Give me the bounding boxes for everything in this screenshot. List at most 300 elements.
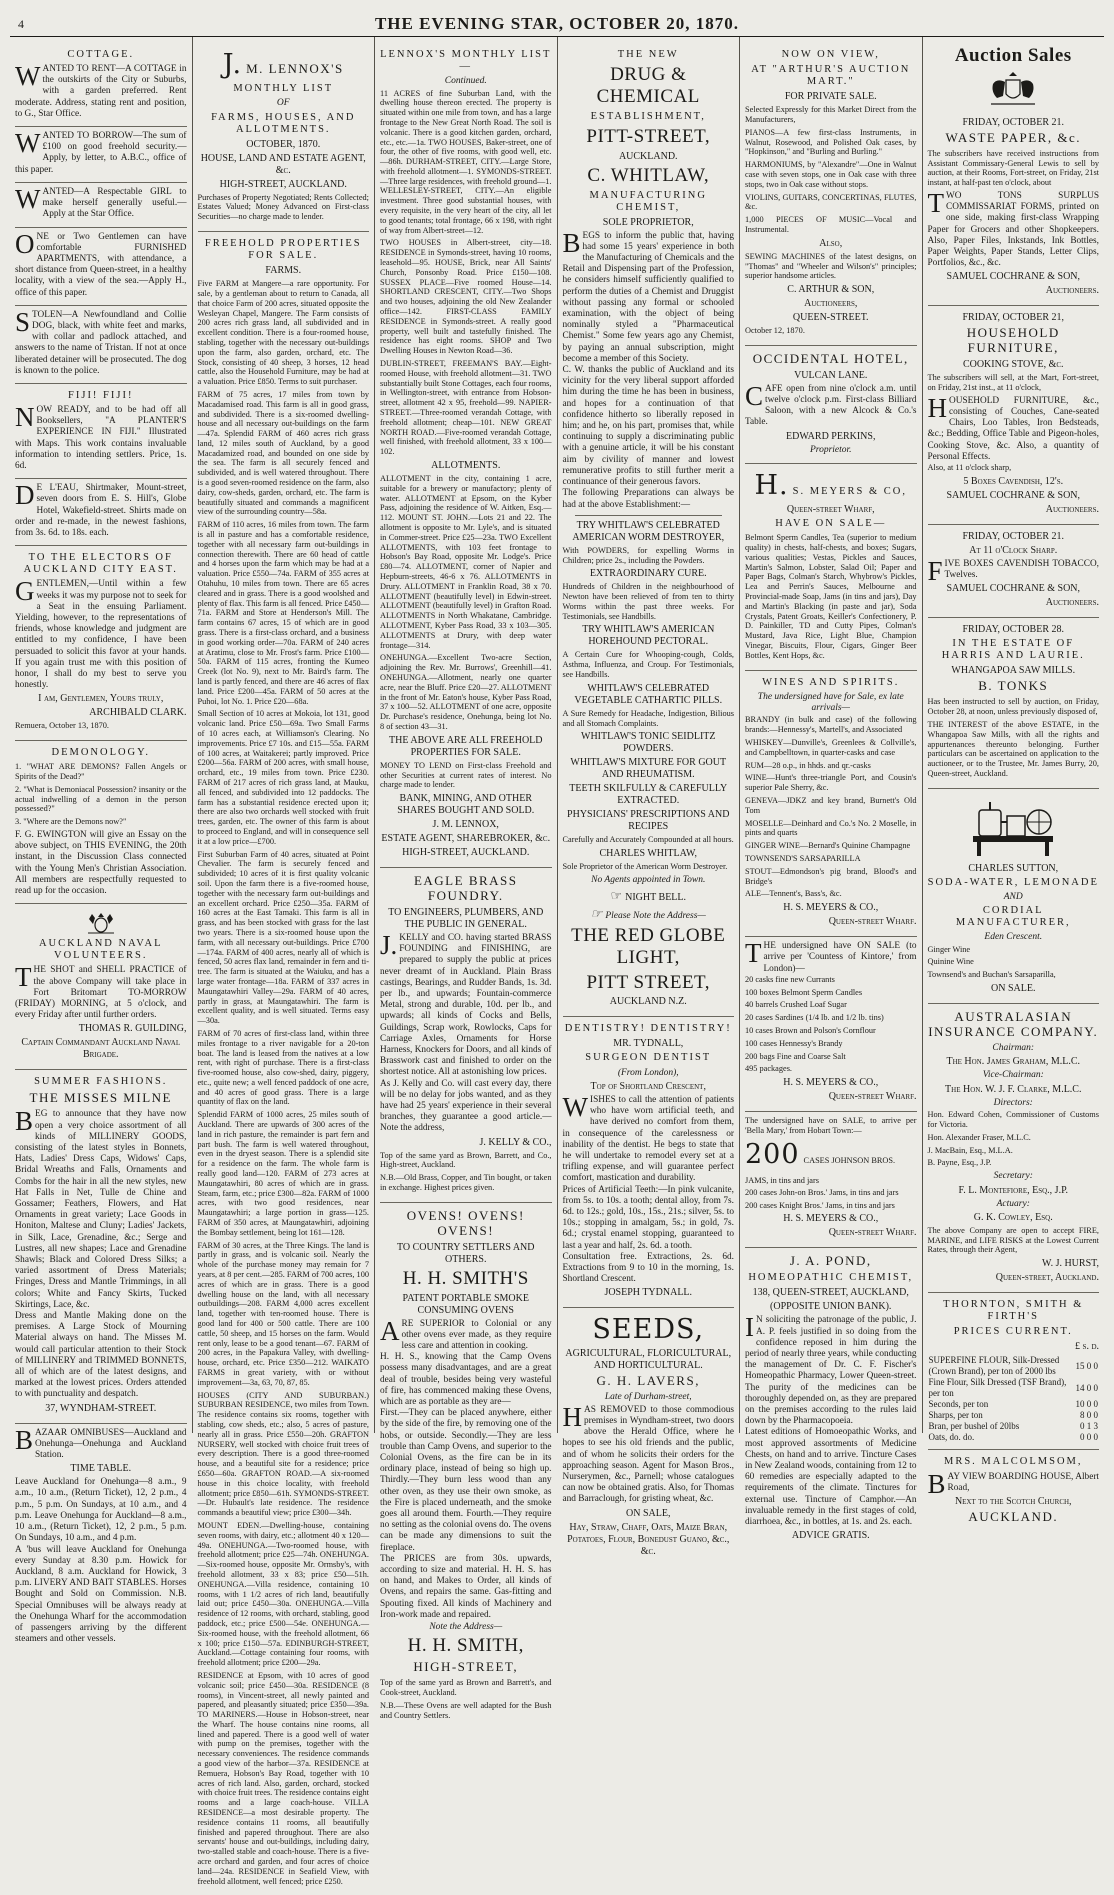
ad-meyers-on-sale — [745, 464, 917, 670]
ad-summer-fashions — [15, 1070, 187, 1423]
ad-item: STOUT—Edmondson's pig brand, Blood's and Bridge's — [745, 866, 917, 886]
ad-role: ESTATE AGENT, SHAREBROKER, &c. — [381, 833, 551, 845]
ad-signature: THOMAS R. GUILDING, — [78, 1023, 187, 1035]
ad-heading: FARMS, HOUSES, AND ALLOTMENTS. — [211, 111, 356, 135]
ad-heading: WINES AND SPIRITS. — [762, 676, 900, 688]
product-text: A Sure Remedy for Headache, Indigestion, Bilious and all Stomach Complaints. — [562, 708, 734, 728]
ad-text: Dress and Mantle Making done on the premises. A Large Stock of Mourning Material always on hand. The Misses M. would call particular attention to their Stock of MILLINERY and TRIMMED BONNETS, all of which are of the latest designs, and marked at the lowest prices. Orders attended to with punctuality and despatch. — [15, 1311, 187, 1400]
ad-text: F. G. EWINGTON will give an Essay on the above subject, on THIS EVENING, the 20th instant, in the Discussion Class connected with the Young Men's Christian Association. All members are respectfully requested to read up for the occasion. — [15, 830, 187, 897]
ad-text: DUBLIN-STREET, FREEMAN'S BAY.—Eight-roomed House, with freehold allotment—31. TWO substantially built Stone Cottages, each four rooms, in Wellington-street, with entrance from Hobson-street, allotment 42 x 95, freehold—99. NAPIER-STREET.—Three-roomed verandah Cottage, with freehold allotment; cheap—101. NEW GREAT NORTH ROAD.—Five-roomed verandah Cottage, well finished, with freehold allotment, 33 x 100—102. — [380, 359, 552, 457]
ad-signature: SAMUEL COCHRANE & SON, — [946, 489, 1081, 501]
ad-item: 200 cases Knight Bros.' Jams, in tins and jars — [745, 1200, 895, 1210]
ad-from: (From London), — [617, 1067, 679, 1078]
product-text: Hundreds of Children in the neighbourhood of Newton have been relieved of from ten to thirty Worms within the past three weeks. For Testimonials, see Handbills. — [562, 582, 734, 621]
ad-time: At 11 o'Clock Sharp. — [969, 544, 1058, 556]
ad-name: C. WHITLAW, — [587, 164, 710, 186]
ad-text: FIVE BOXES CAVENDISH TOBACCO, Twelves. — [927, 555, 1099, 586]
ad-text: MONEY TO LEND on First-class Freehold and other Securities at current rates of interest. No charge made to lender. — [380, 760, 552, 790]
ad-heading: OVENS! OVENS! OVENS! — [406, 1207, 525, 1238]
ad-name: MR. TYDNALL, — [613, 1038, 684, 1050]
ad-text: The subscribers have received instructions from Assistant Commissary-General Lewis to sell by auction, at their Rooms, Fort-street, on Friday, 21st instant, at half-past ten o'clock, about — [927, 148, 1099, 188]
ad-dentistry — [563, 1017, 735, 1308]
ad-text: HOUSES (CITY AND SUBURBAN.) SUBURBAN RESIDENCE, two miles from Town. The residence contains six rooms, together with stabling, cow sheds, etc.; also, 5 acres of pasture, nearly all in grass. Price £550—20h. GRAFTON NURSERY, well stocked with choice fruit trees of every description. There is a good three-roomed house, and a beautiful site for a residence; price £650—60a. GRAFTON ROAD.—A six-roomed house in this choice locality, with freehold allotment; price £850—61h. SYMONDS-STREET.—Dr. Hubault's late residence. The residence commands a beautiful view; price £300—34h. — [197, 1390, 369, 1518]
soda-machine-illustration — [967, 796, 1059, 860]
ad-name: M. LENNOX'S — [246, 61, 344, 76]
ad-text: Prices of Artificial Teeth:—In pink vulcanite, from 5s. to 10s. a tooth; dental alloy, from 7s. 6d. to 12s.; gold, 10s., 15s., 21s.; silver, 5s. to 10s.; stopping in amalgam, 5s.; in gold, 7s. 6d.; crystal enamel stopping, guaranteed to last a year and half, 2s. 6d. a tooth. — [562, 1184, 734, 1251]
ad-night-bell — [563, 888, 735, 904]
ad-value: F. L. Montefiore, Esq., J.P. — [958, 1184, 1069, 1196]
ad-item: Quinine Wine — [927, 957, 974, 967]
ad-subheading: WHANGAPOA SAW MILLS. — [951, 665, 1076, 677]
ad-note: N.B.—These Ovens are well adapted for the Bush and Country Settlers. — [380, 1700, 552, 1720]
ad-item: Townsend's and Buchan's Sarsaparilla, — [927, 970, 1056, 980]
ad-text: BEGS to inform the public that, having had some 15 years' experience in both the Manufacturing of Chemicals and the Retail and Dispensing part of the Profession, he considers himself sufficiently qualified to perform the duties of a Chemist and Druggist without passing any formal or schooled examination, with the object of being nominally styled a "Pharmaceutical Chemist." Some few years ago any Chemist, by paying an annual subscription, might become a member of this Society. — [562, 227, 734, 364]
ad-text: ONE or Two Gentlemen can have comfortable FURNISHED APARTMENTS, with attendance, a short distance from Queen-street, in a healthy locality, with a view of the sea.—Apply H., office of this paper. — [15, 228, 187, 298]
ad-item: SEWING MACHINES of the latest designs, on "Thomas" and "Wheeler and Wilson's" principles; superior handsome articles. — [745, 251, 917, 281]
price-amount: 0 0 0 — [1080, 1432, 1098, 1443]
ad-text: IN soliciting the patronage of the public, J. A. P. feels justified in so doing from the confidence reposed in him during the period of nearly three years, while conducting the management of Dr. C. F. Fischer's Homeopathic Pharmacy, Lower Queen-street. The purity of the medicines can be thoroughly depended on, as they are prepared on the premises according to the rules laid down by the Pharmacopoeia. — [745, 1312, 917, 1427]
ad-heading: HOUSEHOLD FURNITURE, — [966, 325, 1060, 356]
price-row — [928, 1421, 1100, 1432]
ad-address-street: HIGH-STREET, — [413, 1659, 519, 1675]
ad-stolen-dog — [15, 306, 187, 384]
ad-item: RUM—28 o.p., in hhds. and qr.-casks — [745, 760, 871, 770]
product-heading: WHITLAW'S CELEBRATED VEGETABLE CATHARTIC PILLS. — [574, 682, 723, 706]
ad-address: 37, WYNDHAM-STREET. — [45, 1402, 157, 1414]
price-row — [928, 1377, 1100, 1399]
ad-text: Small Section of 10 acres at Mokoia, lot 131, good volcanic land. Price £50—69a. Two Small Farms of 10 acres each, at Williamson's Clearing. No improvements. Price £7 10s. and £15—55a. FARM of 100 acres, at Waitakerei; partly improved. Price £200—56a. FARM of 200 acres, with small house, orchard, etc., 19 miles from town. Price £230. FARM of 217 acres of rich grass land, at Mauku, all fenced, and subdivided into 12 paddocks. The farm has a substantial residence erected upon it; there are also two orchards well stocked with fruit trees, garden, etc. The owner of this farm is about to proceed to England, and will in consequence sell it at a low price—£700. — [197, 709, 369, 846]
ad-heading: OCCIDENTAL HOTEL, — [752, 350, 909, 366]
ad-big-number-row — [745, 1139, 917, 1188]
price-item: SUPERFINE FLOUR, Silk-Dressed (Crown Brand), per ton of 2000 lbs — [928, 1355, 1060, 1377]
price-column-header: £ s. d. — [1075, 1341, 1099, 1353]
ad-item: 20 cases Sardines (1/4 lb. and 1/2 lb. tins) — [745, 1013, 884, 1023]
ad-street: QUEEN-STREET. — [792, 312, 869, 324]
ad-text: NOW READY, and to be had off all Booksellers, "A PLANTER'S EXPERIENCE IN FIJI." Illustrated with Maps. This work contains invaluable information to intending settlers. Price, 1s. 6d. — [15, 402, 187, 472]
ad-intro: The undersigned have for Sale, ex late arrivals— — [757, 691, 904, 713]
ad-question: 2. "What is Demoniacal Possession? insanity or the actual indwelling of a demon in the person possessed?" — [15, 784, 187, 814]
ad-heading: THE NEW — [617, 49, 679, 60]
price-row — [928, 1355, 1100, 1377]
ad-text: A 'bus will leave Auckland for Onehunga every Sunday at 8.30 p.m. Howick for Auckland, 8 a.m. Auckland for Howick, 3 p.m. LIVERY AND BAIT STABLES. Horses Bought and Sold on Commission. N.B. Special Omnibuses will be always ready at the Onehunga Wharf for the accommodation of passengers arriving by the different steamers and other vessels. — [15, 1544, 187, 1645]
price-row — [928, 1432, 1100, 1443]
ad-of: OF — [276, 98, 290, 109]
ad-text: BAY VIEW BOARDING HOUSE, Albert Road, — [927, 1468, 1099, 1499]
ad-heading: SODA-WATER, LEMONADE — [927, 876, 1099, 888]
ad-item: MOSELLE—Deinhard and Co.'s No. 2 Moselle, in pints and quarts — [745, 818, 917, 838]
ad-subheading: TO ENGINEERS, PLUMBERS, AND THE PUBLIC IN GENERAL. — [388, 906, 544, 930]
ad-date: October 12, 1870. — [745, 326, 805, 336]
pointing-hand-icon: ☞ — [610, 888, 623, 904]
ad-item: 200 cases John-on Bros.' Jams, in tins and jars — [745, 1187, 899, 1197]
ad-text: 11 ACRES of fine Suburban Land, with the dwelling house thereon erected. The property is situated within one mile from town, and has a large frontage to the New Great North Road. The soil is volcanic. There is a good kitchen garden, orchard, etc., etc.—1a. TWO HOUSES, Baker-street, one of four, the other of five rooms, with good well, etc.—86h. DURHAM-STREET, CITY.—Large Store, with freehold allotment—1. SYMONDS-STREET.—Three large residences, with freehold ground—1. WELLESLEY-STREET, CITY.—An eligible investment. Three good substantial houses, with every requisite, in the very heart of the city, all let to good tenants; total frontage, 66 x 198, with right of way from Albert-street—12. — [380, 88, 552, 235]
column-3 — [374, 37, 557, 1720]
ad-text: FARM of 75 acres, 17 miles from town by Macadamised road. This farm is all in good grass, and subdivided. There is a six-roomed dwelling-house and all necessary out-buildings on the farm—47a. Splendid FARM of 460 acres rich grass land, 12 miles south of Auckland, by a good Macadamized road, and bounded on one side by the sea. The farm is all securely fenced and subdivided, and is well watered throughout. There is a good seven-roomed residence on the farm, also dairy, cow-sheds, garden, orchard, etc. The farm is beautifully situated and commands a magnificent view of the surrounding country—58a. — [197, 389, 369, 517]
ad-address-name: H. H. SMITH, — [407, 1635, 524, 1657]
ad-text: FARM of 110 acres, 16 miles from town. The farm is all in pasture and has a comfortable residence, together with all necessary farm out-buildings in connection therewith. There are 60 head of cattle and 4 horses upon the farm which may be had at a valuation. Price £550—74a. FARM of 355 acres at Otahuhu, 10 miles from town. There are 65 acres cleared and in grass. There is a good woolshed and plenty of flax. This farm is all fenced. Price £450—71a. FARM and Store at Henderson's Mill. The farm contains 67 acres, 15 of which are in good grass. There is a first-class orchard, and a business in good working order—70a. FARM of 240 acres at Aratimu, close to Mr. Frost's farm. Price £100—50a. FARM of 115 acres, fronting the Kumeo Creek (lot No. 9), next to Mr. Baird's farm. The land is partly fenced, and there are 46 acres of flax land. Price £200—45a. FARM of 50 acres at the Puhoi, lot No. 1. Price £20—68a. — [197, 520, 369, 706]
ad-signature: H. S. MEYERS & CO., — [783, 1077, 879, 1089]
ad-eagle-brass-foundry — [380, 868, 552, 1203]
ad-initial: J. — [222, 49, 243, 80]
divider — [575, 515, 723, 516]
ad-signature-role: Sole Proprietor of the American Worm Destroyer. — [562, 862, 728, 872]
product-heading: TEETH SKILFULLY & CAREFULLY EXTRACTED. — [569, 783, 728, 807]
ad-item: PIANOS—A few first-class Instruments, in Walnut, Rosewood, and Polished Oak cases, by "Hopkinson," and "Burling and Burling." — [745, 127, 917, 157]
ad-signature: SAMUEL COCHRANE & SON, — [946, 271, 1081, 283]
ad-name: H. H. SMITH'S — [402, 1267, 529, 1289]
ad-wines-spirits — [745, 671, 917, 938]
ad-lennox-continued — [380, 43, 552, 868]
ad-date: FRIDAY, OCTOBER 21, — [962, 312, 1064, 324]
ad-heading: IN THE ESTATE OF HARRIS AND LAURIE. — [941, 638, 1085, 662]
ad-subheading: AT "ARTHUR'S AUCTION MART." — [751, 64, 911, 88]
product-heading: WHITLAW'S TONIC SEIDLITZ POWDERS. — [581, 731, 716, 755]
ad-text: GENTLEMEN,—Until within a few weeks it was my purpose not to seek for a Seat in the ensuing Parliament. Yielding, however, to the representations of friends, whose knowledge and judgment are entitled to my confidence, I have been persuaded to solicit this favor at your hands. If you again trust me with this position of honor, I shall do my best to serve you honestly. — [15, 576, 187, 691]
ad-text: WANTED TO BORROW—The sum of £100 on good freehold security.—Apply, by letter, to A.B.C., office of this paper. — [15, 128, 187, 175]
ad-role: Proprietor. — [809, 444, 852, 455]
ad-text: TWO HOUSES in Albert-street, city—18. RESIDENCE in Symonds-street, having 10 rooms, leasehold—95. HOUSE, Brick, near All Saints' Church, Ponsonby Road. Price £150—108. SUSSEX PLACE—Five roomed House—14. SHORTLAND CRESCENT, CITY.—Two Shops and two houses, adjoining the old New Zealander office—142. FIRST-CLASS FAMILY RESIDENCE in Symonds-street. A really good property, well built and tastefully finished. The residence has eight rooms. SHOP and Two Dwelling Houses in Newton Road—36. — [380, 238, 552, 356]
ad-table-heading: TIME TABLE. — [70, 1463, 132, 1475]
ad-item: WINE—Hunt's three-triangle Port, and Cousin's superior Pale Sherry, &c. — [745, 773, 917, 793]
ad-item: TOWNSEND'S SARSAPARILLA — [745, 853, 861, 863]
ad-girl — [15, 183, 187, 228]
ad-heading: DENTISTRY! DENTISTRY! — [564, 1023, 732, 1035]
ad-value: The Hon. James Graham, M.L.C. — [946, 1056, 1081, 1068]
ad-address: Queen-street, Auckland. — [995, 1272, 1099, 1284]
ad-subheading: TO COUNTRY SETTLERS AND OTHERS. — [396, 1241, 535, 1265]
ad-signature: J. M. LENNOX, — [432, 819, 499, 831]
ad-borrow — [15, 127, 187, 183]
ad-sale-type: FOR PRIVATE SALE. — [784, 91, 877, 103]
ad-apartments — [15, 228, 187, 306]
ad-heading: EAGLE BRASS FOUNDRY. — [413, 873, 518, 904]
ad-address-label: Note the Address— — [429, 1622, 503, 1633]
ad-item: 495 packages. — [745, 1064, 792, 1074]
ad-red-globe: THE RED GLOBE LIGHT, — [571, 924, 726, 968]
ad-and: AND — [1003, 891, 1023, 902]
ad-text: BEG to announce that they have now open a very choice assortment of all kinds of MILLINERY GOODS, consisting of the latest styles in Bonnets, Hats, Ladies' Dress Caps, Widows' Caps, Bridal Wreaths and Falls, Ornaments and Combs for the hair in all the new styles, new Hat Falls in Net, Tulle de Chine and Gossamer; Feathers, Flowers, and Hat Ornaments in great variety; Lace Goods in Honiton, Maltese and Cluny; Ladies' Jackets, in Silk, Lace, Grenadine, &c.; Serge and Lustres, all new shapes; Lace and Grenadine Shawls; Black and Colored Dress Silks; a varied assortment of Dress Materials; Fringes, Dress and Mantle Trimmings, in all colors; White and Fancy Skirts, Tucked Skirtings, Lace, &c. — [15, 1106, 187, 1310]
ad-street: PITT-STREET, — [586, 125, 711, 147]
ad-waste-paper — [928, 111, 1100, 307]
ad-malcolmsom — [928, 1450, 1100, 1533]
ad-big-number: 200 — [745, 1138, 800, 1170]
ad-continued: Continued. — [444, 76, 487, 87]
ad-label: Secretary: — [993, 1171, 1033, 1182]
product-text: With POWDERS, for expelling Worms in Children; price 2s., including the Powders. — [562, 545, 734, 565]
ad-address: Top of Shortland Crescent, — [590, 1080, 706, 1092]
ad-text: ALLOTMENT in the city, containing 1 acre, suitable for a brewery or manufactory; plenty of water. ALLOTMENT at Epsom, on the Kyber Pass, adjoining the residence of W. Aitken, Esq.—112. MOUNT ST. JOHN.—Lots 21 and 22. The allotment is opposite to Mr. Lyle's, and is situated in Commer-street. Price £25—23a. TWO Excellent ALLOTMENTS, with 103 feet frontage to Hobson's Bay Road, opposite Mr. Lodge's. Price £80—74. ALLOTMENT, corner of Napier and Hepburn-streets, 46-6 x 76. ALLOTMENTS in Drury. ALLOTMENT in Franklin Road, 38 x 70. ALLOTMENT (beautifully level) in Edwin-street. ALLOTMENT (beautifully level) in Grafton Road. ALLOTMENTS in North Whakatane, Cambridge. ALLOTMENT, Kyber Pass Road, 33 x 103—305. ALLOTMENTS at Drury, with deep water frontage—314. — [380, 474, 552, 650]
ad-items: Hay, Straw, Chaff, Oats, Maize Bran, Potatoes, Flour, Bonedust Guano, &c., &c. — [567, 1521, 730, 1557]
ad-subheading: Next to the Scotch Church, — [954, 1495, 1072, 1507]
ad-heading: TO THE ELECTORS OF AUCKLAND CITY EAST. — [23, 552, 178, 576]
ad-heading: COTTAGE. — [67, 49, 135, 60]
ad-item: BRANDY (in bulk and case) of the following brands:—Hennessy's, Martell's, and Associated — [745, 715, 917, 735]
ad-freehold-properties — [198, 232, 370, 1895]
ad-city: AUCKLAND. — [968, 1508, 1059, 1524]
ad-heading: SUMMER FASHIONS. — [34, 1076, 168, 1088]
ad-harris-laurie — [928, 618, 1100, 788]
ad-title: PATENT PORTABLE SMOKE CONSUMING OVENS — [402, 1292, 529, 1316]
page-number: 4 — [18, 17, 25, 31]
ad-item: WHISKEY—Dunville's, Greenlees & Collville's, and Campbelltown, in quarter-casks and case — [745, 737, 917, 757]
ad-heading: WASTE PAPER, &c. — [945, 129, 1081, 145]
ad-subheading: HAVE ON SALE— — [775, 518, 887, 530]
ad-item: HARMONIUMS, by "Alexandre"—One in Walnut case with seven stops, one in Oak case with three stops, two in Oak case without stops. — [745, 160, 917, 189]
ad-item: Ginger Wine — [927, 944, 971, 954]
ad-role: Auctioneers. — [1045, 597, 1099, 609]
ad-intro: Selected Expressly for this Market Direct from the Manufacturers, — [745, 105, 917, 124]
ad-label: Chairman: — [992, 1042, 1035, 1053]
product-heading: TRY WHITLAW'S AMERICAN HOREHOUND PECTORAL. — [582, 624, 715, 648]
ad-text: Has been instructed to sell by auction, on Friday, October 28, at noon, unless previously disposed of, — [927, 697, 1099, 717]
ad-address: Top of the same yard as Brown and Barrett's, and Cook-street, Auckland. — [380, 1678, 552, 1697]
ad-text: BAZAAR OMNIBUSES—Auckland and Onehunga—Onehunga and Auckland Station. — [15, 1424, 187, 1461]
ad-heading: LENNOX'S MONTHLY LIST— — [380, 49, 552, 73]
ad-tobacco — [928, 525, 1100, 618]
masthead — [10, 14, 1104, 37]
ad-on-sale: ON SALE. — [991, 983, 1036, 995]
ad-name: G. H. LAVERS, — [596, 1373, 700, 1389]
ad-value: Hon. Alexander Fraser, M.L.C. — [927, 1132, 1031, 1142]
ad-item: ALE—Tennent's, Bass's, &c. — [745, 889, 842, 899]
ad-text: The undersigned have on SALE, to arrive per 'Bella Mary,' from Hobart Town:— — [745, 1116, 917, 1135]
ad-text: The PRICES are from 30s. upwards, according to size and material. H. H. S. has on hand, and Makes to Order, all kinds of Ovens, and repairs the same. Gas-fitting and Spouting fixed. All kinds of Machinery and Iron-work made and repaired. — [380, 1553, 552, 1620]
ad-times: Leave Auckland for Onehunga—8 a.m., 9 a.m., 10 a.m., (Return Ticket), 12, 2 p.m., 4 p.m., 5 p.m. On Sundays, at 10 a.m., and 4 p.m. Leave Onehunga for Auckland—8 a.m., 10 a.m., (Return Ticket), 12, 2 p.m., 5 p.m. On Sundays, 10 a.m., and 4 p.m. — [15, 1477, 187, 1544]
product-heading: PHYSICIANS' PRESCRIPTIONS AND RECIPES — [567, 809, 730, 833]
ad-date: OCTOBER, 1870. — [246, 138, 321, 150]
price-row — [928, 1399, 1100, 1410]
ad-question: 1. "WHAT ARE DEMONS? Fallen Angels or Spirits of the Dead?" — [15, 762, 187, 782]
night-bell-label: NIGHT BELL. — [625, 892, 687, 904]
product-text: Carefully and Accurately Compounded at all hours. — [562, 835, 734, 845]
ad-name: CHARLES SUTTON, — [968, 862, 1059, 874]
ad-address: Top of the same yard as Brown, Barrett, and Co., High-street, Auckland. — [380, 1150, 552, 1170]
ad-bella-mary — [745, 1112, 917, 1248]
royal-arms-icon — [983, 70, 1043, 108]
section-heading: Auction Sales — [954, 45, 1072, 66]
ad-heading: FREEHOLD PROPERTIES FOR SALE. — [204, 238, 362, 262]
ad-text: THE SHOT and SHELL PRACTICE of the above Company will take place in Fort Britomart TO-MORROW (FRIDAY) MORNING, at 5 o'clock, and every Friday after until further orders. — [15, 962, 187, 1021]
ad-subheading: COOKING STOVE, &c. — [962, 359, 1064, 371]
ad-item: 100 boxes Belmont Sperm Candles — [745, 987, 863, 997]
ad-text: Consultation free. Extractions, 2s. 6d. Extractions from 9 to 10 in the morning, 1s. Shortland Crescent. — [562, 1251, 734, 1285]
ad-text: As J. Kelly and Co. will cast every day, there will be no delay for jobs wanted, and as they have had 25 years' experience in their several branches, they guarantee a good article.—Note the address, — [380, 1078, 552, 1134]
ad-text: The above Company are open to accept FIRE, MARINE, and LIFE RISKS at the Lowest Current Rates, through their Agent, — [927, 1225, 1099, 1255]
ad-value: G. K. Cowley, Esq. — [973, 1211, 1053, 1223]
ad-item: GINGER WINE—Bernard's Quinine Champagne — [745, 841, 911, 851]
ad-text: Also, at 11 o'clock sharp, — [927, 463, 1012, 473]
ad-pond-homeopathic — [745, 1248, 917, 1550]
ad-text: First.—They can be placed anywhere, either by the side of the fire, by removing one of the hobs, or outside. Secondly.—They are less trouble than Camp Ovens, and superior to the Colonial Ovens, as the fire can be in its ordinary place, instead of being so high up. Thirdly.—They burn less wood than any other oven, as they use their own smoke, as the Fire is placed underneath, and the smoke goes all around them. Fourth.—They require no setting as the colonial ovens do. The ovens can be made any dimensions to suit the fireplace. — [380, 1408, 552, 1553]
ad-lennox-list — [198, 43, 370, 232]
ad-text: HAS REMOVED to those commodious premises in Wyndham-street, two doors above the Herald Office, where he hopes to see his old friends and the public, and of whom he solicits their orders for the approaching season. Agent for Mason Bros., Nurserymen, &c., Parnell; whose catalogues can now be obtained gratis. Also, for Thomas and Barraclough, for gristing wheat, &c. — [562, 1401, 734, 1505]
ad-value: B. Payne, Esq., J.P. — [927, 1158, 992, 1168]
ad-address: Queen-street Wharf. — [828, 1091, 917, 1103]
ad-text: First Suburban Farm of 40 acres, situated at Point Chevalier. The farm is securely fenced and subdivided; 10 acres of it is first quality volcanic soil. Upon the farm there is a five-roomed house, together with the necessary farm out-buildings and an excellent orchard. Price £250—35a. FARM of 160 acres at the East Tamaki. This farm is all in grass, and has been stocked with grass for the last two years. There is a six-roomed house upon the farm, with all necessary out-buildings. Price £700—174a. FARM of 400 acres, nearly all of which is fenced, 50 acres flax land, remainder in fern and ti-tree. The farm is situated at the Waiuku, and has a large water frontage—18a. FARM of 337 acres in Maungatawhiri Valley—29a. FARM of 40 acres, partly in grass, at Maungatawhiri. The farm is excellent quality, and is well situated. Terms easy—30a. — [197, 849, 369, 1026]
price-rows — [928, 1355, 1100, 1443]
ad-item: 5 Boxes Cavendish, 12's. — [963, 475, 1064, 487]
ad-naval-volunteers — [15, 904, 187, 1070]
price-row — [928, 1410, 1100, 1421]
ad-title: DRUG & CHEMICAL — [596, 64, 700, 107]
masthead-title: THE EVENING STAR, OCTOBER 20, 1870. — [374, 14, 740, 33]
ad-label: Vice-Chairman: — [982, 1070, 1044, 1081]
ad-text: The subscribers will sell, at the Mart, Fort-street, on Friday, 21st inst., at 11 o'clock, — [927, 373, 1099, 393]
ad-item: GENEVA—JDKZ and key brand, Burnett's Old Tom — [745, 795, 917, 815]
pointing-hand-icon: ☞ — [590, 906, 603, 922]
price-item: Sharps, per ton — [928, 1410, 983, 1421]
ad-advice: ADVICE GRATIS. — [791, 1530, 870, 1542]
ad-signature-title: Captain Commandant Auckland Naval Brigade. — [21, 1037, 181, 1061]
ad-text: H. H. S., knowing that the Camp Ovens possess many disadvantages, and are a great deal of trouble, besides being very wasteful of fire, has commenced making these Ovens, which are as portable as they are— — [380, 1352, 552, 1407]
product-text: A Certain Cure for Whooping-cough, Colds, Asthma, Influenza, and Croup. For Testimonials, see Handbills. — [562, 650, 734, 680]
ad-value: The Hon. W. J. F. Clarke, M.L.C. — [945, 1083, 1082, 1095]
ad-item: 100 cases Hennessy's Brandy — [745, 1038, 843, 1048]
ad-on-sale: ON SALE, — [626, 1507, 671, 1519]
ad-signature: W. J. HURST, — [1042, 1258, 1099, 1270]
ad-text: STOLEN—A Newfoundland and Collie DOG, black, with white feet and marks, with collar and padlock attached, and answers to the name of Tristan. If not at once liberated detainer will be prosecuted. The dog is known to the police. — [15, 306, 187, 376]
ad-signature: ARCHIBALD CLARK. — [89, 707, 187, 719]
ad-address: Queen-street Wharf. — [828, 1227, 917, 1239]
ad-text: Five FARM at Mangere—a rare opportunity. For sale, by a gentleman about to return to Canada, all that choice Farm of 200 acres, situated opposite the Wesleyan Chapel, Mangere. The Farm consists of 200 acres rich grass land, all subdivided and in excellent condition. There is a four-roomed house, stabling, together with the necessary out-buildings upon the farm, also garden, orchard, etc. The Stock, consisting of 40 sheep, 3 horses, 12 head cattle, also the Household Furniture, may be had at a valuation. Price £850. Terms to suit purchaser. — [197, 279, 369, 387]
ad-text: ARE SUPERIOR to Colonial or any other ovens ever made, as they require less care and attention in cooking. — [380, 1315, 552, 1351]
ad-text: CAFE open from nine o'clock a.m. until twelve o'clock p.m. First-class Billiard Saloon, with a new Alcock & Co.'s Table. — [745, 380, 917, 428]
ad-late: Late of Durham-street, — [604, 1392, 692, 1403]
ad-trade: MANUFACTURING CHEMIST, — [589, 189, 707, 213]
ad-also: Also, — [819, 237, 843, 249]
price-amount: 10 0 0 — [1075, 1399, 1098, 1410]
ad-value: Hon. Edward Cohen, Commissioner of Customs for Victoria. — [927, 1110, 1099, 1129]
ad-cottage — [15, 43, 187, 127]
ad-ovens — [380, 1203, 552, 1730]
ad-heading-row — [198, 49, 370, 80]
ad-item: 1,000 PIECES OF MUSIC—Vocal and Instrumental. — [745, 215, 917, 234]
ad-title: SURGEON DENTIST — [585, 1052, 712, 1064]
ad-role: Auctioneers, — [804, 298, 858, 310]
ad-signature: J. KELLY & CO., — [479, 1136, 552, 1148]
ad-subheading: VULCAN LANE. — [794, 369, 868, 381]
ad-role: SOLE PROPRIETOR, — [602, 216, 694, 228]
price-amount: 0 1 3 — [1080, 1421, 1098, 1432]
ad-shirtmaker — [15, 479, 187, 546]
price-amount: 15 0 0 — [1075, 1360, 1098, 1371]
ad-fiji — [15, 384, 187, 479]
ad-item: 200 bags Fine and Coarse Salt — [745, 1051, 846, 1061]
ad-text: RESIDENCE at Epsom, with 10 acres of good volcanic soil; price £450—30a. RESIDENCE (8 rooms), in Vincent-street, all newly painted and papered, and pleasantly situated; price £350—39a. TO MARINERS.—House in Hobson-street, near the Wharf. The house contains nine rooms, all lined and papered. There is a good well of water with pump on the premises, together with the necessary conveniences. The residence commands a good view of the harbor—37a. RESIDENCE at Remuera, Hobson's Bay Road, together with 10 acres of rich land. Also, garden, orchard, stocked with choice fruit trees. The residence contains eight rooms and a large coach-house. VILLA RESIDENCE—a most desirable property. The residence contains 11 rooms, all beautifully finished and papered throughout. There are also servants' house and out-buildings, including dairy, two-stalled stable and coach-house. There is a five-acre orchard and garden, and four acres of choice land—24a. RESIDENCE in Seafield View, with freehold allotment, well fenced; price £250. — [197, 1670, 369, 1886]
royal-crest-icon — [84, 911, 118, 935]
ad-notice — [563, 906, 735, 922]
ad-heading: J. A. POND, — [789, 1253, 872, 1269]
product-heading: EXTRAORDINARY CURE. — [589, 568, 707, 580]
ad-demonology — [15, 741, 187, 904]
ad-electors — [15, 546, 187, 741]
ad-heading: AUCKLAND NAVAL VOLUNTEERS. — [38, 938, 163, 962]
ad-opposite: (OPPOSITE UNION BANK). — [770, 1301, 892, 1313]
ad-countess-of-kintore — [745, 937, 917, 1112]
ad-heading: FIJI! FIJI! — [68, 389, 134, 401]
ad-text: WANTED TO RENT—A COTTAGE in the outskirts of the City or Suburbs, with a garden preferred. Rent moderate. Address, stating rent and position, to G., Star Office. — [15, 61, 187, 119]
ad-text: FARM of 70 acres of first-class land, within three miles frontage to a river navigable for a 20-ton boat. The land is leased from the natives at a low rent, with right of purchase. There is a first-class five-roomed house, also cow-shed, dairy, piggery, etc., quite new; a well fenced paddock of one acre, and 40 acres of good grass. There is a large quantity of flax on the land. — [197, 1028, 369, 1107]
price-item: Oats, do. do. — [928, 1432, 975, 1443]
ad-note: N.B.—Old Brass, Copper, and Tin bought, or taken in exchange. Highest prices given. — [380, 1173, 552, 1193]
ad-text: ONEHUNGA.—Excellent Two-acre Section, adjoining the Rev. Mr. Burrows', Greenhill—41. ONEHUNGA.—Allotment, nearly one quarter acre, near the Bluff. Price £20—27. ALLOTMENT in the front of Mr. Eaton's house, Kyber Pass Road, 37 x 100—52. ALLOTMENT of one acre, opposite Dr. Purchase's residence, Onehunga, being lot No. 8 of section 43—31. — [380, 653, 552, 731]
ad-seeds — [563, 1308, 735, 1565]
ad-signature: H. S. MEYERS & CO., — [783, 902, 879, 914]
ad-address: HIGH-STREET, AUCKLAND. — [402, 847, 530, 859]
ad-closing: THE ABOVE ARE ALL FREEHOLD PROPERTIES FOR SALE. — [388, 734, 543, 758]
ad-signature: CHARLES WHITLAW, — [599, 848, 698, 860]
ad-item: CASES JOHNSON BROS. JAMS, in tins and jars — [745, 1155, 896, 1185]
ad-subheading: HOMEOPATHIC CHEMIST, — [748, 1272, 914, 1284]
ad-role: Auctioneers. — [1045, 285, 1099, 297]
ad-pitt-street: PITT STREET, — [586, 971, 711, 993]
ad-auctioneer: B. TONKS — [978, 678, 1049, 694]
price-item: Bran, per bushel of 20lbs — [928, 1421, 1020, 1432]
ad-address: Eden Crescent. — [984, 932, 1043, 943]
ad-item: 10 cases Brown and Polson's Cornflour — [745, 1025, 876, 1035]
ad-occidental-hotel — [745, 346, 917, 464]
ad-household-furniture — [928, 306, 1100, 524]
ad-text: Latest editions of Homoeopathic Works, and most approved assortments of Medicine Chests, on hand and to arrive. Tincture Cases in New Zealand woods, containing from 12 to 60 remedies are especially adapted to the requirements of the climate. Tinctures for external use. Tincture of Camphor.—An invaluable remedy in the first stages of cold, diarrhoea, &c., in bottles, at 1s. and 2s. each. — [745, 1427, 917, 1527]
ad-intro: Purchases of Property Negotiated; Rents Collected; Estates Valued; Money Advanced on First-class Securities—no charge made to lender. — [197, 192, 369, 222]
ad-text: FARM of 30 acres, at the Three Kings. The land is partly in grass, and is volcanic soil. Nearly the whole of the purchase money may remain for 7 years, at 8 per cent.—285. FARM of 700 acres, 100 acres of which are in grass. There is a good dwelling house on the land, with all necessary outbuildings—208. FARM 4,000 acres excellent land, together with ten-roomed house. There is good land for 400 or 500 cattle. There are 100 cattle, 50 sheep, and 15 horses on the farm. Would rent only, lease to be a good tenant—67. FARM of 200 acres, in the Papakura Valley, with dwelling-house, orchard, etc. Price £350—212. WAIKATO FARMS in great variety, with or without improvement—3a, 63, 70, 87, 85. — [197, 1240, 370, 1387]
ad-note: No Agents appointed in Town. — [591, 875, 706, 886]
ad-closing: I am, Gentlemen, Yours truly, — [38, 693, 164, 705]
ad-omnibuses — [15, 1424, 187, 1652]
ad-text: THE undersigned have ON SALE (to arrive per 'Countess of Kintore,' from London)— — [745, 938, 917, 974]
ad-agency: HOUSE, LAND AND ESTATE AGENT, &c. — [200, 152, 366, 176]
ad-city: AUCKLAND. — [618, 150, 678, 162]
ad-prices-current — [928, 1293, 1100, 1450]
product-heading: TRY WHITLAW'S CELEBRATED AMERICAN WORM DESTROYER, — [572, 519, 725, 543]
ad-signature: H. S. MEYERS & CO., — [783, 1213, 879, 1225]
ad-subheading: ESTABLISHMENT, — [590, 110, 706, 122]
ad-signature: EDWARD PERKINS, — [786, 430, 876, 442]
ad-date: FRIDAY, OCTOBER 21. — [962, 116, 1064, 128]
ad-item: 20 casks fine new Currants — [745, 974, 835, 984]
ad-text: The following Preparations can always be had at the above Establishment:— — [562, 488, 734, 510]
ad-address: Queen-street Wharf. — [828, 916, 917, 928]
ad-role: Auctioneers. — [1045, 503, 1099, 515]
ad-label: Directors: — [993, 1097, 1033, 1108]
ad-signature: C. ARTHUR & SON, — [787, 284, 875, 296]
ad-city: AUCKLAND N.Z. — [609, 996, 687, 1008]
ad-subheading: ALLOTMENTS. — [431, 460, 501, 471]
ad-australasian-insurance — [928, 1004, 1100, 1293]
ad-text: MOUNT EDEN.—Dwelling-house, containing seven rooms, with dairy, etc.; allotment 40 x 120—49a. ONEHUNGA.—Two-roomed house, with freehold allotment; price £25—74h. ONEHUNGA.—Six-roomed house, opposite Mr. Ormsby's, with freehold allotment, 33 x 83; price £50—51h. ONEHUNGA.—Villa residence, containing 10 rooms, with 1 1/2 acres of rich land, beautifully laid out; price £450—30a. ONEHUNGA.—Villa residence of 12 rooms, with orchard, stabling, good paddock, etc.; price £500—54e. ONEHUNGA.—Six-roomed house, with the freehold allotment, 66 x 100; price £150—57a. EDINBURGH-STREET, Auckland.—Cottage containing four rooms, with freehold allotment; price £200—29a. — [197, 1520, 369, 1668]
ad-subheading: AGRICULTURAL, FLORICULTURAL, AND HORTICULTURAL. — [565, 1348, 732, 1372]
ad-initial: H. — [754, 470, 789, 502]
ad-text: C. W. thanks the public of Auckland and its vicinity for the very liberal support afforded him during the time he has been in business, and hopes for a continuation of that confidence hitherto so liberally reposed in him; and he, on his part, promises that, while continuing to supply a discriminating public with a genuine article, it will be his constant aim by civility of manner and lowest remunerative profits to still further merit a continuance of their generous favors. — [562, 365, 734, 488]
price-amount: 8 0 0 — [1080, 1410, 1098, 1421]
ad-signature: JOSEPH TYDNALL. — [604, 1287, 693, 1299]
price-item: Fine Flour, Silk Dressed (TSF Brand), per ton — [928, 1377, 1067, 1399]
ad-heading: NOW ON VIEW, — [781, 49, 880, 60]
ad-heading: DEMONOLOGY. — [51, 747, 150, 759]
columns — [10, 37, 1104, 1886]
ad-heading: MRS. MALCOLMSOM, — [944, 1456, 1083, 1468]
ad-signature: SAMUEL COCHRANE & SON, — [946, 583, 1081, 595]
column-4 — [557, 37, 740, 1557]
ad-value: J. MacBain, Esq., M.L.A. — [927, 1145, 1013, 1155]
ad-text: TWO TONS SURPLUS COMMISSARIAT FORMS, printed on one side, making first-class Wrapping Paper for Grocers and other Shopkeepers. Also, Paper Files, Inkstands, Ink Bottles, Paper Weights, Paper Stands, Letter Clips, Portfolios, &c., &c. — [927, 187, 1099, 269]
ad-heading: AUSTRALASIAN INSURANCE COMPANY. — [928, 1009, 1099, 1040]
notice-label: Please Note the Address— — [605, 911, 706, 922]
ad-address: 138, QUEEN-STREET, AUCKLAND, — [752, 1287, 909, 1299]
ad-subheading: CORDIAL MANUFACTURER, — [955, 905, 1071, 929]
ad-sutton-soda-water — [928, 789, 1100, 1004]
ad-text: Belmont Sperm Candles, Tea (superior to medium quality) in chests, half-chests, and boxes; Sugars, various qualities; Vestas, Pickles and Sauces, Martin's Salmon, Lobster, Salad Oil; Paper and Paper Bags, Colman's Starch, Whybrow's Pickles, Lea and Perrin's Sauces, Melbourne and Provincial-made Soap, Jams (in tins and jars), Day and Martin's Blacking (in paste and jar), Soda Crystals, Patent Groats, Keiller's Confectionery, P. D. Painkiller, TD and Cutty Pipes, Colman's Mustard, Java Rice, Light Blue, Champion Vinegar, Biscuits, Flour, Cigars, Ginger Beer Bottles, Kent Hops, &c. — [745, 533, 917, 660]
